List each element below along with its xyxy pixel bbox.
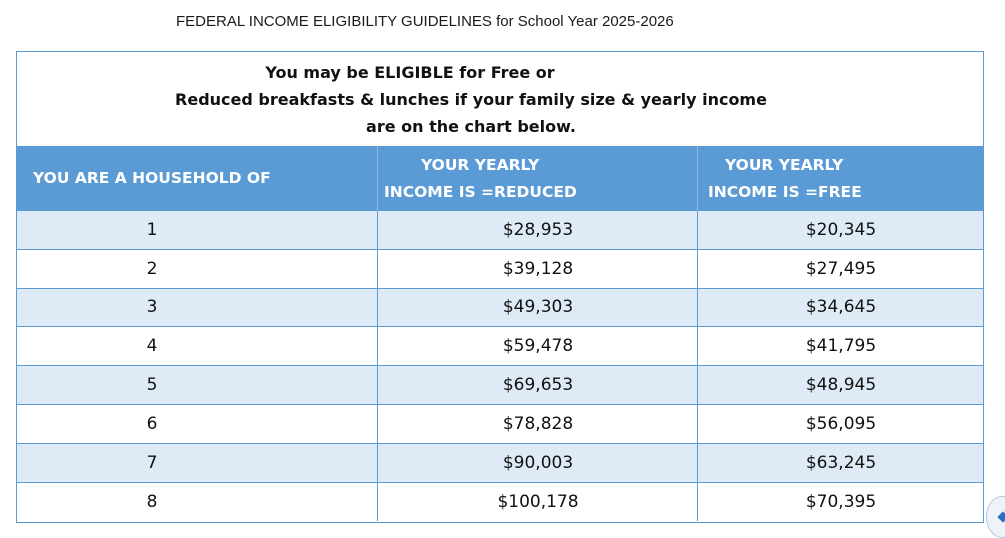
reduced-income: $49,303 — [377, 289, 698, 327]
household-size: 8 — [146, 491, 158, 512]
household-size: 3 — [146, 297, 158, 318]
header-reduced-line-1: YOUR YEARLY — [421, 156, 540, 174]
table-header-row — [17, 146, 983, 211]
intro-line-1: You may be ELIGIBLE for Free or — [265, 63, 555, 82]
header-reduced — [377, 146, 698, 211]
page-title: FEDERAL INCOME ELIGIBILITY GUIDELINES for School Year 2025-2026 — [176, 13, 674, 30]
household-size: 5 — [146, 375, 158, 396]
table-row — [17, 250, 983, 289]
household-size: 7 — [146, 452, 158, 473]
header-free — [697, 146, 984, 211]
household-size: 6 — [146, 413, 158, 434]
table-row — [17, 483, 983, 522]
free-income: $48,945 — [697, 366, 984, 404]
free-income: $34,645 — [697, 289, 984, 327]
header-household — [17, 146, 377, 211]
table-intro — [17, 52, 983, 146]
free-income: $70,395 — [697, 483, 984, 522]
free-income: $41,795 — [697, 327, 984, 365]
eligibility-table — [16, 51, 984, 523]
table-row — [17, 211, 983, 250]
table-row — [17, 366, 983, 405]
household-size: 2 — [146, 258, 158, 279]
free-income: $20,345 — [697, 211, 984, 249]
header-free-line-1: YOUR YEARLY — [725, 156, 844, 174]
free-income: $63,245 — [697, 444, 984, 482]
reduced-income: $28,953 — [377, 211, 698, 249]
table-row — [17, 444, 983, 483]
reduced-income: $59,478 — [377, 327, 698, 365]
free-income: $56,095 — [697, 405, 984, 443]
reduced-income: $39,128 — [377, 250, 698, 288]
table-body — [17, 211, 983, 521]
reduced-income: $90,003 — [377, 444, 698, 482]
household-size: 1 — [146, 219, 158, 240]
table-row — [17, 327, 983, 366]
household-size: 4 — [146, 336, 158, 357]
table-row — [17, 405, 983, 444]
intro-line-2: Reduced breakfasts & lunches if your family size & yearly income — [175, 90, 767, 109]
free-income: $27,495 — [697, 250, 984, 288]
header-household-label: YOU ARE A HOUSEHOLD OF — [33, 169, 271, 187]
table-row — [17, 289, 983, 328]
intro-line-3: are on the chart below. — [366, 117, 576, 136]
header-reduced-line-2: INCOME IS =REDUCED — [384, 183, 577, 201]
header-free-line-2: INCOME IS =FREE — [708, 183, 862, 201]
reduced-income: $100,178 — [377, 483, 698, 522]
floating-action-icon[interactable] — [986, 496, 1005, 538]
reduced-income: $78,828 — [377, 405, 698, 443]
reduced-income: $69,653 — [377, 366, 698, 404]
